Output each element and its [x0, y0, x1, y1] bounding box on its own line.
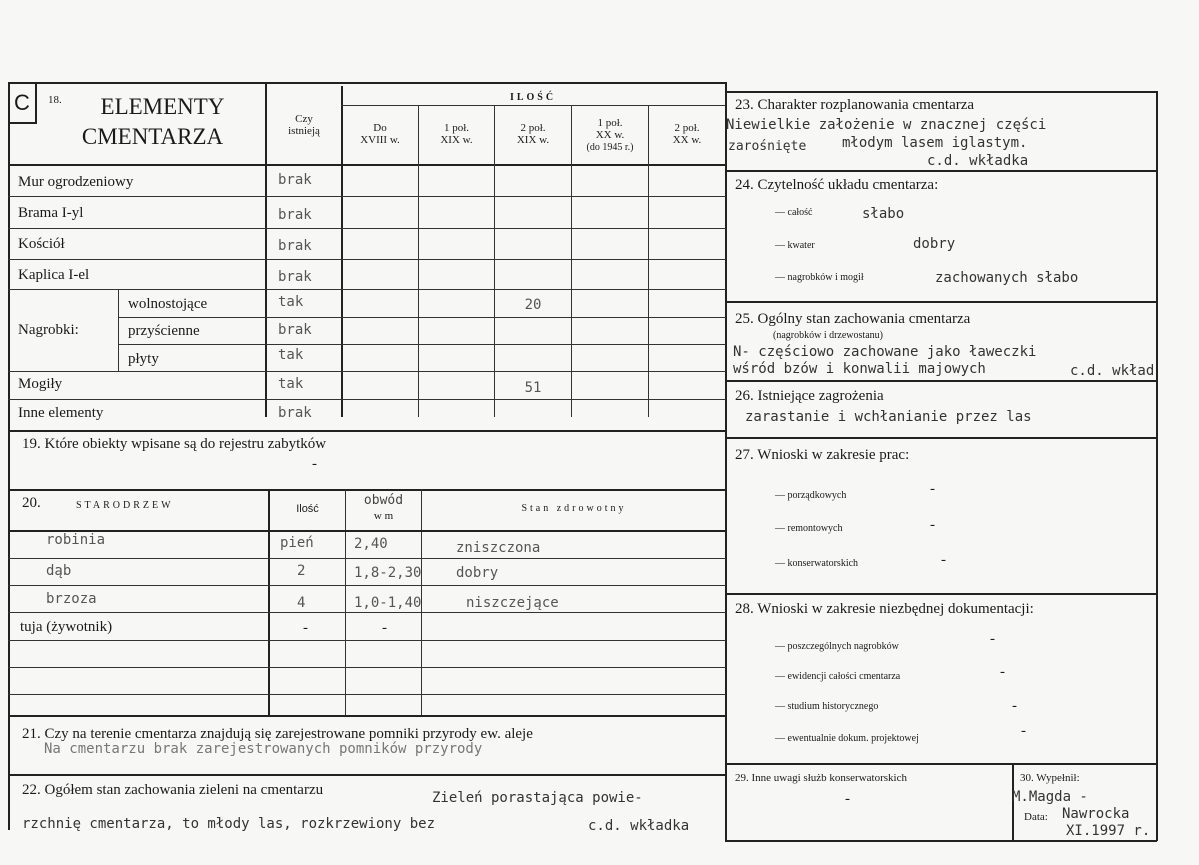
- row-count: 20: [524, 297, 542, 313]
- works-value: -: [930, 481, 935, 497]
- tree-health: zniszczona: [456, 540, 541, 556]
- documentation-value: -: [1021, 723, 1026, 739]
- col-ilosc-header: ILOŚĆ: [509, 92, 557, 103]
- period-label: 2 poł.: [674, 122, 700, 134]
- row-exists: tak: [278, 347, 304, 363]
- section-18-title-line2: CMENTARZA: [81, 124, 224, 149]
- row-count: 51: [524, 380, 542, 396]
- row-exists: brak: [278, 405, 312, 421]
- tree-girth: 1,0-1,40: [354, 595, 422, 611]
- works-value: -: [930, 517, 935, 533]
- filled-by-name-line1: M.Magda -: [1012, 789, 1088, 805]
- section-25-label: 25. Ogólny stan zachowania cmentarza: [735, 311, 971, 327]
- col-girth-unit: w m: [373, 510, 394, 522]
- section-22-value-line2: rzchnię cmentarza, to młody las, rozkrzewiony bez: [22, 816, 436, 832]
- row-label: Kaplica I-el: [18, 267, 90, 283]
- section-28-label: 28. Wnioski w zakresie niezbędnej dokumentacji:: [735, 601, 1034, 617]
- documentation-label: — ewentualnie dokum. projektowej: [775, 733, 919, 744]
- legibility-label: — kwater: [775, 240, 815, 251]
- tree-girth: -: [382, 620, 387, 636]
- filled-by-name-line2: Nawrocka: [1062, 806, 1130, 822]
- section-30-label: 30. Wypełnił:: [1020, 772, 1080, 784]
- tree-qty: -: [303, 620, 308, 636]
- date-label: Data:: [1024, 811, 1048, 823]
- row-label: wolnostojące: [128, 296, 208, 312]
- section-23-line2a: zarośnięte: [728, 139, 807, 154]
- section-20-number: 20.: [22, 495, 41, 511]
- section-21-value: Na cmentarzu brak zarejestrowanych pomników przyrody: [44, 741, 483, 757]
- documentation-value: -: [990, 631, 995, 647]
- row-exists: tak: [278, 376, 304, 392]
- tree-name: dąb: [46, 563, 72, 579]
- col-qty-header: Ilość: [296, 503, 319, 515]
- period-label: XX w.: [672, 134, 702, 146]
- row-label: Inne elementy: [18, 405, 104, 421]
- section-26-value: zarastanie i wchłanianie przez las: [745, 409, 1032, 425]
- works-label: — porządkowych: [775, 490, 847, 501]
- section-19-label: 19. Które obiekty wpisane są do rejestru zabytków: [22, 436, 327, 452]
- section-25-line2: wśród bzów i konwalii majowych: [733, 361, 986, 377]
- tree-qty: 4: [297, 595, 306, 611]
- col-girth-header: obwód: [363, 493, 404, 508]
- row-label: płyty: [128, 351, 159, 367]
- section-21-label: 21. Czy na terenie cmentarza znajdują się zarejestrowane pomniki przyrody ew. aleje: [22, 726, 533, 742]
- row-label: Brama I-yl: [18, 205, 84, 221]
- tree-girth: 2,40: [354, 536, 388, 552]
- row-exists: brak: [278, 172, 312, 188]
- documentation-label: — ewidencji całości cmentarza: [775, 671, 901, 682]
- period-label: XX w.: [595, 129, 625, 141]
- documentation-label: — studium historycznego: [775, 701, 879, 712]
- documentation-value: -: [1000, 664, 1005, 680]
- period-label: Do: [373, 122, 387, 134]
- filled-date: XI.1997 r.: [1066, 823, 1151, 839]
- section-25-sub: (nagrobków i drzewostanu): [773, 330, 883, 341]
- row-exists: tak: [278, 294, 304, 310]
- period-label: 1 poł.: [443, 122, 470, 134]
- section-23-label: 23. Charakter rozplanowania cmentarza: [735, 97, 975, 113]
- legibility-value: słabo: [862, 206, 905, 222]
- section-letter: C: [14, 90, 30, 115]
- tree-health: dobry: [456, 565, 499, 581]
- col-health-header: Stan zdrowotny: [521, 503, 627, 514]
- section-29-label: 29. Inne uwagi służb konserwatorskich: [735, 772, 907, 784]
- section-25-line3: c.d. wkład: [1070, 363, 1155, 379]
- tree-girth: 1,8-2,30: [354, 565, 422, 581]
- legibility-label: — całość: [775, 207, 813, 218]
- section-18-number: 18.: [48, 94, 62, 106]
- section-22-value-line1: Zieleń porastająca powie-: [432, 790, 643, 806]
- section-22-label: 22. Ogółem stan zachowania zieleni na cmentarzu: [22, 782, 324, 798]
- row-label: przyścienne: [128, 323, 200, 339]
- documentation-value: -: [1012, 698, 1017, 714]
- period-label: (do 1945 r.): [586, 142, 634, 153]
- section-22-value-line3: c.d. wkładka: [588, 818, 690, 834]
- col-exists-header: Czy istnieją: [288, 113, 320, 137]
- section-23-line1: Niewielkie założenie w znacznej części: [726, 117, 1047, 133]
- works-label: — konserwatorskich: [775, 558, 859, 569]
- section-20-title: STARODRZEW: [76, 500, 174, 511]
- section-23-line3: c.d. wkładka: [927, 153, 1029, 169]
- works-value: -: [941, 552, 946, 568]
- section-19-value: -: [312, 456, 317, 472]
- row-exists: brak: [278, 269, 312, 285]
- tree-health: niszczejące: [466, 595, 559, 611]
- row-exists: brak: [278, 322, 312, 338]
- row-exists: brak: [278, 207, 312, 223]
- legibility-label: — nagrobków i mogił: [775, 272, 864, 283]
- nagrobki-label: Nagrobki:: [18, 322, 79, 338]
- period-label: XIX w.: [516, 134, 550, 146]
- section-27-label: 27. Wnioski w zakresie prac:: [735, 447, 910, 463]
- period-label: 2 poł.: [520, 122, 546, 134]
- row-label: Mur ogrodzeniowy: [18, 174, 134, 190]
- section-26-label: 26. Istniejące zagrożenia: [735, 388, 884, 404]
- period-label: XVIII w.: [360, 134, 400, 146]
- documentation-label: — poszczególnych nagrobków: [775, 641, 899, 652]
- section-18-title-line1: ELEMENTY: [100, 94, 225, 119]
- section-23-line2b: młodym lasem iglastym.: [842, 135, 1028, 151]
- legibility-value: dobry: [913, 236, 956, 252]
- period-label: 1 poł.: [597, 117, 623, 129]
- works-label: — remontowych: [775, 523, 843, 534]
- tree-name: robinia: [46, 532, 106, 548]
- row-label: Kościół: [18, 236, 65, 252]
- tree-qty: pień: [280, 535, 314, 551]
- tree-name: tuja (żywotnik): [20, 619, 113, 635]
- row-exists: brak: [278, 238, 312, 254]
- period-label: XIX w.: [440, 134, 473, 146]
- section-25-line1: N- częściowo zachowane jako ławeczki: [733, 344, 1037, 360]
- section-29-value: -: [845, 791, 850, 807]
- tree-name: brzoza: [46, 591, 97, 607]
- row-label: Mogiły: [18, 376, 63, 392]
- legibility-value: zachowanych słabo: [935, 270, 1079, 286]
- tree-qty: 2: [297, 563, 306, 579]
- section-24-label: 24. Czytelność układu cmentarza:: [735, 177, 939, 193]
